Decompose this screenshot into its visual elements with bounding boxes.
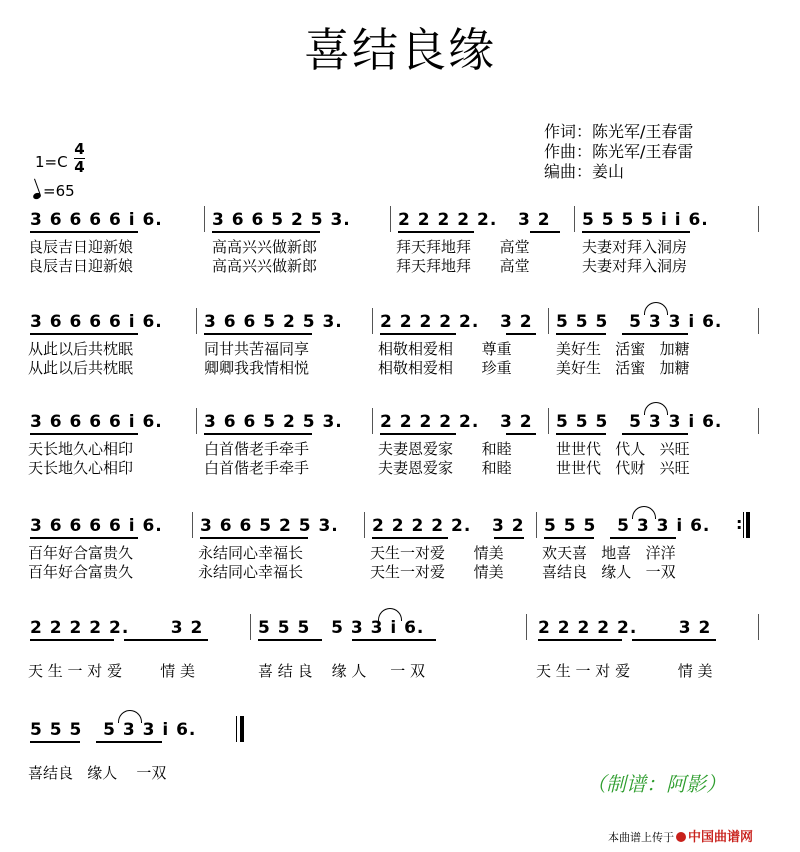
lyric-line: 欢天喜 地喜 洋洋 (542, 544, 676, 562)
beam-line (30, 537, 138, 539)
beam-line (30, 433, 138, 435)
site-logo-icon (676, 832, 686, 842)
measure-notes: 2 2 2 2 2. 3 2 (380, 312, 533, 332)
beam-line (622, 433, 688, 435)
footer (608, 826, 753, 845)
beam-line (380, 433, 456, 435)
beam-line (556, 433, 606, 435)
lyric-line: 从此以后共枕眠 (28, 340, 134, 358)
bar-line (758, 206, 759, 232)
bar-line (192, 512, 193, 538)
time-signature-bottom: 4 (74, 158, 85, 176)
beam-line (506, 333, 536, 335)
repeat-end-bar (746, 512, 750, 538)
measure-notes: 3 6 6 6 6 i 6. (30, 312, 163, 332)
lyric-line: 拜天拜地拜 高堂 (396, 257, 530, 275)
lyric-line: 夫妻对拜入洞房 (582, 238, 688, 256)
lyric-line: 白首偕老手牵手 (204, 459, 310, 477)
final-bar (240, 716, 244, 742)
footer-text: 本曲谱上传于 (608, 831, 674, 844)
bar-line (364, 512, 365, 538)
beam-line (200, 537, 308, 539)
composer: 作曲：陈光军/王春雷 (544, 142, 694, 161)
measure-notes: 3 6 6 6 6 i 6. (30, 412, 163, 432)
lyric-line: 白首偕老手牵手 (204, 440, 310, 458)
lyric-line: 天长地久心相印 (28, 459, 134, 477)
beam-line (30, 639, 114, 641)
slur-mark (378, 608, 402, 621)
measure-notes: 3 6 6 6 6 i 6. (30, 516, 163, 536)
bar-line (743, 512, 744, 538)
measure-notes: 5 5 5 5 3 3 i 6. (30, 720, 197, 740)
lyric-line: 高高兴兴做新郎 (212, 257, 318, 275)
lyric-line: 夫妻恩爱家 和睦 (378, 459, 512, 477)
slur-mark (644, 302, 668, 315)
lyric-line: 夫妻恩爱家 和睦 (378, 440, 512, 458)
lyric-line: 美好生 活蜜 加糖 (556, 359, 690, 377)
lyric-line: 良辰吉日迎新娘 (28, 257, 134, 275)
arranger: 编曲：姜山 (544, 162, 625, 181)
page-title: 喜结良缘 (304, 23, 496, 77)
beam-line (556, 333, 606, 335)
beam-line (494, 537, 524, 539)
bar-line (372, 308, 373, 334)
lyric-line: 良辰吉日迎新娘 (28, 238, 134, 256)
lyric-line: 喜结良 缘人 一双 (28, 764, 167, 782)
lyric-line: 从此以后共枕眠 (28, 359, 134, 377)
beam-line (96, 741, 162, 743)
lyric-line: 天 生 一 对 爱 情 美 (28, 662, 195, 680)
bar-line (196, 308, 197, 334)
lyric-line: 永结同心幸福长 (198, 563, 304, 581)
beam-line (610, 537, 676, 539)
bar-line (574, 206, 575, 232)
lyric-line: 天长地久心相印 (28, 440, 134, 458)
lyric-line: 拜天拜地拜 高堂 (396, 238, 530, 256)
bar-line (372, 408, 373, 434)
bar-line (548, 308, 549, 334)
bar-line (236, 716, 237, 742)
bar-line (536, 512, 537, 538)
slur-mark (632, 506, 656, 519)
beam-line (632, 639, 716, 641)
lyric-line: 卿卿我我情相悦 (204, 359, 310, 377)
credits (544, 122, 693, 182)
tempo-value: =65 (43, 182, 75, 200)
measure-notes: 2 2 2 2 2. 3 2 (538, 618, 712, 638)
lyricist: 作词：陈光军/王春雷 (544, 122, 694, 141)
lyric-line: 喜 结 良 缘 人 一 双 (258, 662, 425, 680)
beam-line (582, 231, 690, 233)
bar-line (526, 614, 527, 640)
bar-line (390, 206, 391, 232)
time-signature-top: 4 (74, 140, 85, 158)
lyric-line: 世世代 代财 兴旺 (556, 459, 690, 477)
beam-line (258, 639, 322, 641)
measure-notes: 2 2 2 2 2. 3 2 (372, 516, 525, 536)
lyric-line: 美好生 活蜜 加糖 (556, 340, 690, 358)
beam-line (544, 537, 594, 539)
beam-line (538, 639, 622, 641)
measure-notes: 2 2 2 2 2. 3 2 (30, 618, 204, 638)
beam-line (530, 231, 560, 233)
measure-notes: 5 5 5 5 3 3 i 6. (544, 516, 711, 536)
beam-line (124, 639, 208, 641)
beam-line (398, 231, 474, 233)
lyric-line: 百年好合富贵久 (28, 544, 134, 562)
measure-notes: 3 6 6 5 2 5 3. (204, 412, 343, 432)
lyric-line: 百年好合富贵久 (28, 563, 134, 581)
time-signature (74, 142, 85, 175)
beam-line (204, 333, 312, 335)
lyric-line: 天生一对爱 情美 (370, 563, 504, 581)
slur-mark (644, 402, 668, 415)
bar-line (204, 206, 205, 232)
beam-line (30, 741, 80, 743)
tempo-marking (33, 182, 75, 200)
beam-line (30, 333, 138, 335)
key-signature: 1=C (35, 153, 68, 171)
beam-line (352, 639, 436, 641)
lyric-line: 天 生 一 对 爱 情 美 (536, 662, 713, 680)
measure-notes: 3 6 6 5 2 5 3. (204, 312, 343, 332)
lyric-line: 高高兴兴做新郎 (212, 238, 318, 256)
lyric-line: 相敬相爱相 尊重 (378, 340, 512, 358)
bar-line (548, 408, 549, 434)
beam-line (212, 231, 320, 233)
quarter-note-icon (32, 192, 42, 200)
measure-notes: 2 2 2 2 2. 3 2 (380, 412, 533, 432)
lyric-line: 世世代 代人 兴旺 (556, 440, 690, 458)
measure-notes: 3 6 6 6 6 i 6. (30, 210, 163, 230)
repeat-sign: : (736, 514, 743, 533)
footer-brand[interactable]: 中国曲谱网 (688, 830, 754, 845)
measure-notes: 5 5 5 5 3 3 i 6. (556, 412, 723, 432)
lyric-line: 相敬相爱相 珍重 (378, 359, 512, 377)
lyric-line: 天生一对爱 情美 (370, 544, 504, 562)
bar-line (758, 408, 759, 434)
measure-notes: 5 5 5 5 3 3 i 6. (258, 618, 425, 638)
measure-notes: 3 6 6 5 2 5 3. (212, 210, 351, 230)
lyric-line: 夫妻对拜入洞房 (582, 257, 688, 275)
measure-notes: 2 2 2 2 2. 3 2 (398, 210, 551, 230)
bar-line (250, 614, 251, 640)
bar-line (758, 308, 759, 334)
bar-line (758, 614, 759, 640)
beam-line (30, 231, 138, 233)
beam-line (372, 537, 448, 539)
beam-line (204, 433, 312, 435)
beam-line (380, 333, 456, 335)
measure-notes: 5 5 5 5 3 3 i 6. (556, 312, 723, 332)
lyric-line: 喜结良 缘人 一双 (542, 563, 676, 581)
beam-line (622, 333, 688, 335)
measure-notes: 3 6 6 5 2 5 3. (200, 516, 339, 536)
lyric-line: 同甘共苦福同享 (204, 340, 310, 358)
beam-line (506, 433, 536, 435)
bar-line (196, 408, 197, 434)
slur-mark (118, 710, 142, 723)
measure-notes: 5 5 5 5 i i 6. (582, 210, 709, 230)
lyric-line: 永结同心幸福长 (198, 544, 304, 562)
notation-credit: （制谱：阿影） (586, 772, 726, 796)
